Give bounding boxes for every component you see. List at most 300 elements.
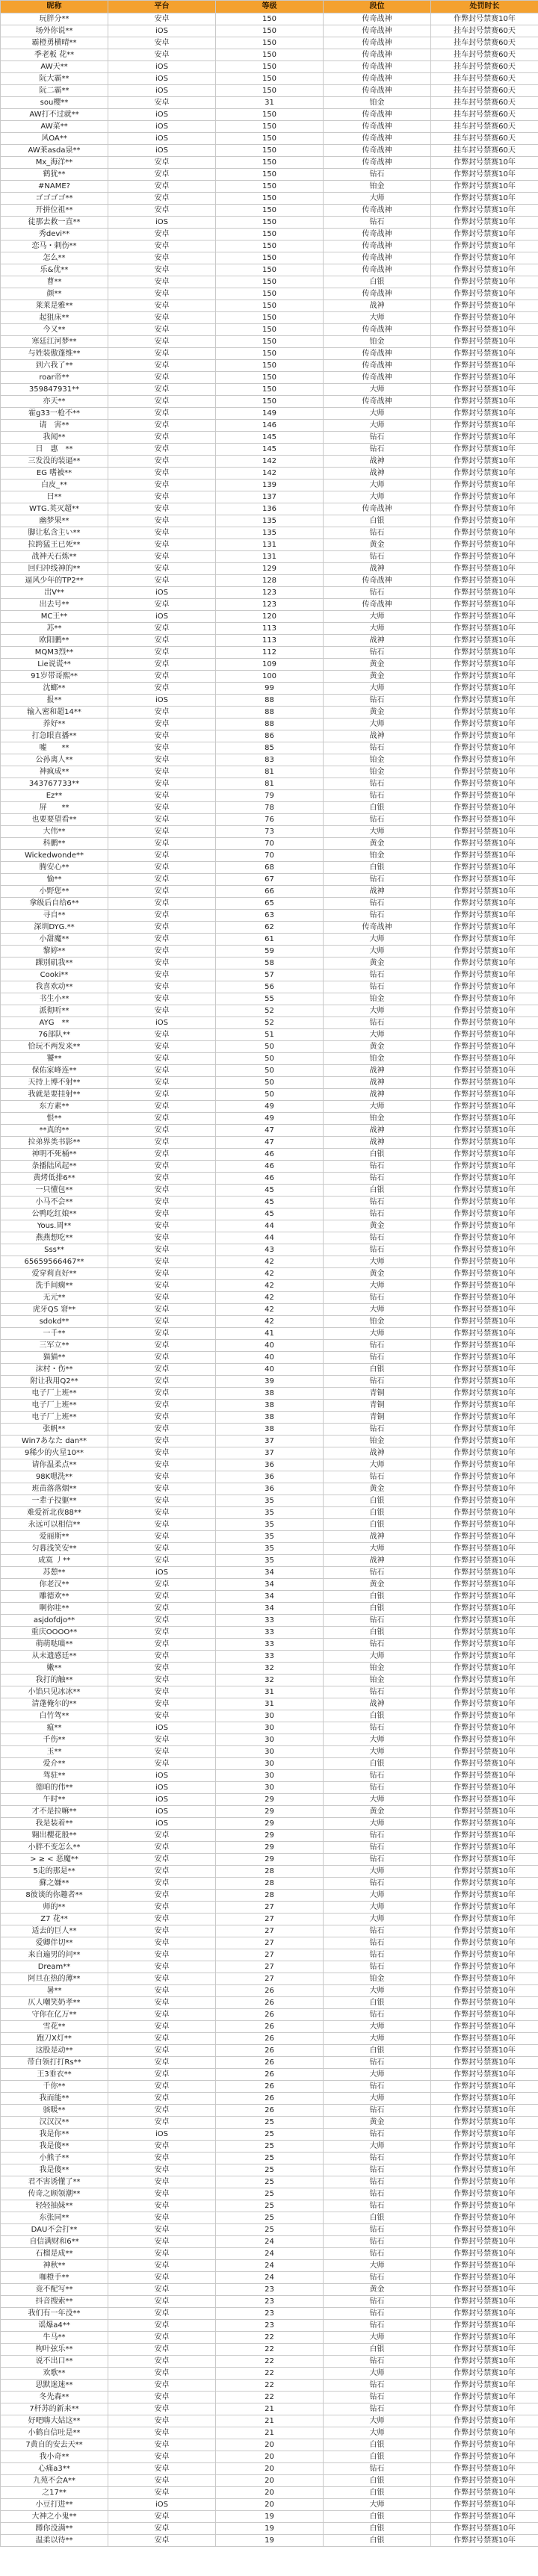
penalty-cell: 作弊封号禁赛10年 bbox=[431, 1208, 538, 1220]
table-row bbox=[1, 1220, 538, 1232]
nickname-cell: 76部队** bbox=[1, 1029, 108, 1041]
nickname-cell: 我是傻** bbox=[1, 2164, 108, 2176]
level-cell: 129 bbox=[216, 563, 324, 575]
level-cell: 123 bbox=[216, 599, 324, 611]
penalty-cell: 作弊封号禁赛10年 bbox=[431, 981, 538, 993]
platform-cell: 安卓 bbox=[108, 1388, 216, 1400]
table-row bbox=[1, 1675, 538, 1686]
penalty-cell: 作弊封号禁赛10年 bbox=[431, 1997, 538, 2009]
table-row bbox=[1, 695, 538, 707]
platform-cell: 安卓 bbox=[108, 2105, 216, 2117]
penalty-cell: 作弊封号禁赛10年 bbox=[431, 719, 538, 730]
table-row bbox=[1, 1089, 538, 1101]
platform-cell: 安卓 bbox=[108, 1232, 216, 1244]
penalty-cell: 作弊封号禁赛10年 bbox=[431, 1531, 538, 1543]
platform-cell: 安卓 bbox=[108, 1985, 216, 1997]
rank-cell: 传奇战神 bbox=[324, 575, 431, 587]
table-row bbox=[1, 2499, 538, 2511]
nickname-cell: 难爱祈北夜88** bbox=[1, 1507, 108, 1519]
platform-cell: 安卓 bbox=[108, 312, 216, 324]
nickname-cell: 曰** bbox=[1, 491, 108, 503]
table-row bbox=[1, 922, 538, 934]
level-cell: 27 bbox=[216, 1925, 324, 1937]
level-cell: 30 bbox=[216, 1710, 324, 1722]
rank-cell: 钻石 bbox=[324, 1878, 431, 1890]
penalty-cell: 作弊封号禁赛10年 bbox=[431, 551, 538, 563]
table-row bbox=[1, 25, 538, 37]
rank-cell: 传奇战神 bbox=[324, 85, 431, 97]
platform-cell: 安卓 bbox=[108, 1364, 216, 1376]
penalty-cell: 作弊封号禁赛10年 bbox=[431, 1878, 538, 1890]
table-row bbox=[1, 109, 538, 121]
nickname-cell: Dream** bbox=[1, 1961, 108, 1973]
nickname-cell: AW莱asda泉** bbox=[1, 145, 108, 157]
penalty-cell: 作弊封号禁赛10年 bbox=[431, 1686, 538, 1698]
platform-cell: iOS bbox=[108, 1017, 216, 1029]
nickname-cell: 小馅只见冰冰** bbox=[1, 1686, 108, 1698]
rank-cell: 钻石 bbox=[324, 695, 431, 707]
table-row bbox=[1, 2188, 538, 2200]
nickname-cell: 清蓬俺尔的** bbox=[1, 1698, 108, 1710]
table-row bbox=[1, 1555, 538, 1567]
nickname-cell: 九苑不会A** bbox=[1, 2475, 108, 2487]
nickname-cell: 来自遍男的问** bbox=[1, 1949, 108, 1961]
level-cell: 31 bbox=[216, 97, 324, 109]
rank-cell: 战神 bbox=[324, 1065, 431, 1077]
level-cell: 50 bbox=[216, 1089, 324, 1101]
platform-cell: 安卓 bbox=[108, 1531, 216, 1543]
level-cell: 43 bbox=[216, 1244, 324, 1256]
level-cell: 28 bbox=[216, 1890, 324, 1902]
level-cell: 88 bbox=[216, 719, 324, 730]
nickname-cell: 与姓装傲蓬维** bbox=[1, 348, 108, 360]
platform-cell: 安卓 bbox=[108, 1185, 216, 1197]
header-nickname: 昵称 bbox=[1, 1, 108, 13]
table-row bbox=[1, 2200, 538, 2212]
penalty-cell: 作弊封号禁赛10年 bbox=[431, 229, 538, 240]
platform-cell: 安卓 bbox=[108, 324, 216, 336]
nickname-cell: 输入密和超14** bbox=[1, 707, 108, 719]
rank-cell: 白银 bbox=[324, 1997, 431, 2009]
platform-cell: 安卓 bbox=[108, 2344, 216, 2356]
platform-cell: 安卓 bbox=[108, 2093, 216, 2105]
level-cell: 30 bbox=[216, 1722, 324, 1734]
platform-cell: 安卓 bbox=[108, 1244, 216, 1256]
rank-cell: 战神 bbox=[324, 1698, 431, 1710]
level-cell: 36 bbox=[216, 1459, 324, 1471]
penalty-cell: 作弊封号禁赛10年 bbox=[431, 1125, 538, 1137]
level-cell: 24 bbox=[216, 2260, 324, 2272]
nickname-cell: 寻自** bbox=[1, 910, 108, 922]
rank-cell: 钻石 bbox=[324, 1017, 431, 1029]
nickname-cell: 一千** bbox=[1, 1328, 108, 1340]
rank-cell: 钻石 bbox=[324, 2164, 431, 2176]
level-cell: 150 bbox=[216, 264, 324, 276]
table-row bbox=[1, 981, 538, 993]
level-cell: 45 bbox=[216, 1208, 324, 1220]
penalty-cell: 作弊封号禁赛10年 bbox=[431, 1483, 538, 1495]
nickname-cell: 沈螂** bbox=[1, 683, 108, 695]
rank-cell: 黄金 bbox=[324, 1806, 431, 1818]
nickname-cell: 爱卿伴切** bbox=[1, 1937, 108, 1949]
rank-cell: 白银 bbox=[324, 2511, 431, 2523]
platform-cell: 安卓 bbox=[108, 1961, 216, 1973]
table-row bbox=[1, 2427, 538, 2439]
level-cell: 28 bbox=[216, 1866, 324, 1878]
nickname-cell: 小马不会** bbox=[1, 1197, 108, 1208]
penalty-cell: 作弊封号禁赛10年 bbox=[431, 1173, 538, 1185]
platform-cell: 安卓 bbox=[108, 1208, 216, 1220]
table-row bbox=[1, 2045, 538, 2057]
rank-cell: 传奇战神 bbox=[324, 240, 431, 252]
platform-cell: 安卓 bbox=[108, 2248, 216, 2260]
level-cell: 32 bbox=[216, 1675, 324, 1686]
platform-cell: 安卓 bbox=[108, 563, 216, 575]
rank-cell: 黄金 bbox=[324, 958, 431, 969]
level-cell: 20 bbox=[216, 2463, 324, 2475]
level-cell: 23 bbox=[216, 2308, 324, 2320]
platform-cell: 安卓 bbox=[108, 300, 216, 312]
nickname-cell: 脚让私含主い** bbox=[1, 527, 108, 539]
platform-cell: 安卓 bbox=[108, 1292, 216, 1304]
rank-cell: 战神 bbox=[324, 300, 431, 312]
rank-cell: 白银 bbox=[324, 2212, 431, 2224]
penalty-cell: 作弊封号禁赛10年 bbox=[431, 766, 538, 778]
table-row bbox=[1, 623, 538, 635]
nickname-cell: DAU不会打** bbox=[1, 2224, 108, 2236]
penalty-cell: 作弊封号禁赛10年 bbox=[431, 1949, 538, 1961]
nickname-cell: 爱介** bbox=[1, 1758, 108, 1770]
level-cell: 30 bbox=[216, 1782, 324, 1794]
platform-cell: 安卓 bbox=[108, 1412, 216, 1424]
nickname-cell: 沫村・伤** bbox=[1, 1364, 108, 1376]
nickname-cell: 冬先森** bbox=[1, 2392, 108, 2403]
table-row bbox=[1, 1866, 538, 1878]
table-row bbox=[1, 946, 538, 958]
platform-cell: 安卓 bbox=[108, 958, 216, 969]
table-row bbox=[1, 145, 538, 157]
rank-cell: 铂金 bbox=[324, 1973, 431, 1985]
platform-cell: 安卓 bbox=[108, 1077, 216, 1089]
nickname-cell: 小野您** bbox=[1, 886, 108, 898]
table-row bbox=[1, 551, 538, 563]
level-cell: 22 bbox=[216, 2344, 324, 2356]
platform-cell: 安卓 bbox=[108, 1949, 216, 1961]
platform-cell: 安卓 bbox=[108, 1842, 216, 1854]
nickname-cell: MQM3烈** bbox=[1, 647, 108, 659]
nickname-cell: 驾驻** bbox=[1, 1770, 108, 1782]
table-row bbox=[1, 1364, 538, 1376]
level-cell: 24 bbox=[216, 2248, 324, 2260]
table-row bbox=[1, 2344, 538, 2356]
table-row bbox=[1, 1615, 538, 1627]
penalty-cell: 作弊封号禁赛10年 bbox=[431, 946, 538, 958]
platform-cell: 安卓 bbox=[108, 2296, 216, 2308]
penalty-cell: 作弊封号禁赛10年 bbox=[431, 1161, 538, 1173]
penalty-cell: 作弊封号禁赛10年 bbox=[431, 599, 538, 611]
table-row bbox=[1, 742, 538, 754]
table-row bbox=[1, 1400, 538, 1412]
rank-cell: 钻石 bbox=[324, 2296, 431, 2308]
nickname-cell: 好吧嗨大姑这** bbox=[1, 2415, 108, 2427]
penalty-cell: 作弊封号禁赛10年 bbox=[431, 479, 538, 491]
rank-cell: 钻石 bbox=[324, 2081, 431, 2093]
nickname-cell: 嫩** bbox=[1, 1663, 108, 1675]
platform-cell: 安卓 bbox=[108, 1137, 216, 1149]
level-cell: 19 bbox=[216, 2511, 324, 2523]
penalty-cell: 作弊封号禁赛10年 bbox=[431, 1866, 538, 1878]
rank-cell: 钻石 bbox=[324, 814, 431, 826]
table-row bbox=[1, 826, 538, 838]
table-row bbox=[1, 2535, 538, 2547]
penalty-cell: 作弊封号禁赛10年 bbox=[431, 384, 538, 396]
rank-cell: 大师 bbox=[324, 1328, 431, 1340]
rank-cell: 白银 bbox=[324, 2487, 431, 2499]
rank-cell: 钻石 bbox=[324, 2380, 431, 2392]
rank-cell: 大师 bbox=[324, 1985, 431, 1997]
rank-cell: 白银 bbox=[324, 1519, 431, 1531]
nickname-cell: 午时** bbox=[1, 1794, 108, 1806]
level-cell: 145 bbox=[216, 444, 324, 456]
rank-cell: 钻石 bbox=[324, 1197, 431, 1208]
level-cell: 150 bbox=[216, 73, 324, 85]
level-cell: 21 bbox=[216, 2415, 324, 2427]
penalty-cell: 作弊封号禁赛10年 bbox=[431, 1734, 538, 1746]
table-row bbox=[1, 1244, 538, 1256]
penalty-cell: 作弊封号禁赛10年 bbox=[431, 802, 538, 814]
rank-cell: 大师 bbox=[324, 312, 431, 324]
rank-cell: 白银 bbox=[324, 1495, 431, 1507]
platform-cell: 安卓 bbox=[108, 2284, 216, 2296]
penalty-cell: 作弊封号禁赛10年 bbox=[431, 252, 538, 264]
platform-cell: iOS bbox=[108, 1782, 216, 1794]
penalty-cell: 作弊封号禁赛10年 bbox=[431, 659, 538, 671]
table-row bbox=[1, 2415, 538, 2427]
table-row bbox=[1, 2164, 538, 2176]
level-cell: 150 bbox=[216, 276, 324, 288]
table-row bbox=[1, 1328, 538, 1340]
table-row bbox=[1, 1292, 538, 1304]
penalty-cell: 作弊封号禁赛10年 bbox=[431, 2368, 538, 2380]
platform-cell: 安卓 bbox=[108, 539, 216, 551]
nickname-cell: Win7あなた dan** bbox=[1, 1436, 108, 1447]
platform-cell: 安卓 bbox=[108, 432, 216, 444]
penalty-cell: 作弊封号禁赛10年 bbox=[431, 1340, 538, 1352]
penalty-cell: 作弊封号禁赛10年 bbox=[431, 1017, 538, 1029]
nickname-cell: 鹤犹** bbox=[1, 169, 108, 181]
rank-cell: 大师 bbox=[324, 1746, 431, 1758]
rank-cell: 战神 bbox=[324, 1137, 431, 1149]
level-cell: 40 bbox=[216, 1364, 324, 1376]
table-row bbox=[1, 1256, 538, 1268]
penalty-cell: 作弊封号禁赛10年 bbox=[431, 2356, 538, 2368]
penalty-cell: 作弊封号禁赛10年 bbox=[431, 2296, 538, 2308]
header-penalty: 处罚时长 bbox=[431, 1, 538, 13]
penalty-cell: 作弊封号禁赛10年 bbox=[431, 1436, 538, 1447]
penalty-cell: 作弊封号禁赛10年 bbox=[431, 1328, 538, 1340]
nickname-cell: 思默迷迷** bbox=[1, 2380, 108, 2392]
level-cell: 27 bbox=[216, 1914, 324, 1925]
platform-cell: 安卓 bbox=[108, 97, 216, 109]
rank-cell: 钻石 bbox=[324, 1949, 431, 1961]
rank-cell: 钻石 bbox=[324, 432, 431, 444]
rank-cell: 铂金 bbox=[324, 993, 431, 1005]
penalty-cell: 作弊封号禁赛10年 bbox=[431, 2392, 538, 2403]
nickname-cell: 科鹏** bbox=[1, 838, 108, 850]
rank-cell: 钻石 bbox=[324, 1232, 431, 1244]
nickname-cell: 黄烤低排6** bbox=[1, 1173, 108, 1185]
nickname-cell: 拉跨猛王已死** bbox=[1, 539, 108, 551]
penalty-cell: 作弊封号禁赛10年 bbox=[431, 1268, 538, 1280]
platform-cell: iOS bbox=[108, 1818, 216, 1830]
nickname-cell: 65659566467** bbox=[1, 1256, 108, 1268]
platform-cell: 安卓 bbox=[108, 1698, 216, 1710]
nickname-cell: Mx_海洋** bbox=[1, 157, 108, 169]
level-cell: 150 bbox=[216, 61, 324, 73]
table-row bbox=[1, 1137, 538, 1149]
nickname-cell: 蹲你没满** bbox=[1, 2523, 108, 2535]
penalty-cell: 作弊封号禁赛10年 bbox=[431, 1555, 538, 1567]
table-row bbox=[1, 2009, 538, 2021]
rank-cell: 战神 bbox=[324, 1089, 431, 1101]
rank-cell: 白银 bbox=[324, 2523, 431, 2535]
rank-cell: 铂金 bbox=[324, 754, 431, 766]
table-row bbox=[1, 958, 538, 969]
rank-cell: 钻石 bbox=[324, 2200, 431, 2212]
table-row bbox=[1, 1197, 538, 1208]
penalty-cell: 作弊封号禁赛10年 bbox=[431, 1854, 538, 1866]
penalty-cell: 作弊封号禁赛10年 bbox=[431, 1089, 538, 1101]
platform-cell: 安卓 bbox=[108, 2033, 216, 2045]
rank-cell: 大师 bbox=[324, 1794, 431, 1806]
penalty-cell: 作弊封号禁赛10年 bbox=[431, 2248, 538, 2260]
platform-cell: 安卓 bbox=[108, 1615, 216, 1627]
penalty-cell: 作弊封号禁赛10年 bbox=[431, 2105, 538, 2117]
table-row bbox=[1, 1806, 538, 1818]
penalty-cell: 作弊封号禁赛10年 bbox=[431, 1197, 538, 1208]
rank-cell: 钻石 bbox=[324, 2153, 431, 2164]
platform-cell: 安卓 bbox=[108, 2260, 216, 2272]
table-row bbox=[1, 1519, 538, 1531]
level-cell: 65 bbox=[216, 898, 324, 910]
rank-cell: 白银 bbox=[324, 1627, 431, 1639]
nickname-cell: 恰玩不两发来** bbox=[1, 1041, 108, 1053]
level-cell: 59 bbox=[216, 946, 324, 958]
rank-cell: 钻石 bbox=[324, 1244, 431, 1256]
penalty-cell: 作弊封号禁赛10年 bbox=[431, 1675, 538, 1686]
level-cell: 45 bbox=[216, 1197, 324, 1208]
nickname-cell: 359847931** bbox=[1, 384, 108, 396]
penalty-cell: 作弊封号禁赛10年 bbox=[431, 205, 538, 217]
penalty-cell: 作弊封号禁赛10年 bbox=[431, 312, 538, 324]
level-cell: 25 bbox=[216, 2224, 324, 2236]
penalty-cell: 作弊封号禁赛10年 bbox=[431, 1471, 538, 1483]
level-cell: 42 bbox=[216, 1280, 324, 1292]
platform-cell: 安卓 bbox=[108, 288, 216, 300]
table-row bbox=[1, 408, 538, 420]
level-cell: 150 bbox=[216, 240, 324, 252]
table-row bbox=[1, 850, 538, 862]
nickname-cell: 7黄自的安去天** bbox=[1, 2439, 108, 2451]
nickname-cell: 小鹤自信吐是** bbox=[1, 2427, 108, 2439]
level-cell: 23 bbox=[216, 2296, 324, 2308]
penalty-cell: 挂车封号禁赛60天 bbox=[431, 145, 538, 157]
nickname-cell: 猫猫** bbox=[1, 1352, 108, 1364]
level-cell: 150 bbox=[216, 324, 324, 336]
table-row bbox=[1, 993, 538, 1005]
nickname-cell: 玉** bbox=[1, 1746, 108, 1758]
nickname-cell: **真的** bbox=[1, 1125, 108, 1137]
nickname-cell: 报** bbox=[1, 695, 108, 707]
level-cell: 81 bbox=[216, 778, 324, 790]
platform-cell: 安卓 bbox=[108, 1507, 216, 1519]
nickname-cell: 怎么** bbox=[1, 252, 108, 264]
nickname-cell: 重庆OOOO** bbox=[1, 1627, 108, 1639]
nickname-cell: 今又** bbox=[1, 324, 108, 336]
rank-cell: 大师 bbox=[324, 683, 431, 695]
platform-cell: 安卓 bbox=[108, 181, 216, 193]
table-row bbox=[1, 1268, 538, 1280]
penalty-cell: 挂车封号禁赛60天 bbox=[431, 109, 538, 121]
level-cell: 22 bbox=[216, 2392, 324, 2403]
rank-cell: 大师 bbox=[324, 1543, 431, 1555]
level-cell: 136 bbox=[216, 503, 324, 515]
platform-cell: 安卓 bbox=[108, 802, 216, 814]
penalty-cell: 作弊封号禁赛10年 bbox=[431, 1914, 538, 1925]
table-row bbox=[1, 1770, 538, 1782]
level-cell: 34 bbox=[216, 1591, 324, 1603]
penalty-cell: 作弊封号禁赛10年 bbox=[431, 1495, 538, 1507]
platform-cell: 安卓 bbox=[108, 372, 216, 384]
nickname-cell: asjdofdjo** bbox=[1, 1615, 108, 1627]
table-row bbox=[1, 515, 538, 527]
level-cell: 57 bbox=[216, 969, 324, 981]
nickname-cell: 虎牙QS 窘** bbox=[1, 1304, 108, 1316]
rank-cell: 钻石 bbox=[324, 1615, 431, 1627]
platform-cell: 安卓 bbox=[108, 1471, 216, 1483]
penalty-cell: 作弊封号禁赛10年 bbox=[431, 2427, 538, 2439]
level-cell: 28 bbox=[216, 1878, 324, 1890]
table-row bbox=[1, 969, 538, 981]
rank-cell: 青铜 bbox=[324, 1400, 431, 1412]
nickname-cell: 骇暖** bbox=[1, 2105, 108, 2117]
table-row bbox=[1, 766, 538, 778]
table-row bbox=[1, 1436, 538, 1447]
table-row bbox=[1, 1053, 538, 1065]
table-row bbox=[1, 37, 538, 49]
level-cell: 45 bbox=[216, 1185, 324, 1197]
level-cell: 24 bbox=[216, 2272, 324, 2284]
penalty-cell: 作弊封号禁赛10年 bbox=[431, 1890, 538, 1902]
platform-cell: 安卓 bbox=[108, 993, 216, 1005]
platform-cell: 安卓 bbox=[108, 1878, 216, 1890]
rank-cell: 传奇战神 bbox=[324, 324, 431, 336]
rank-cell: 钻石 bbox=[324, 1208, 431, 1220]
penalty-cell: 作弊封号禁赛10年 bbox=[431, 1818, 538, 1830]
rank-cell: 白银 bbox=[324, 802, 431, 814]
rank-cell: 传奇战神 bbox=[324, 288, 431, 300]
platform-cell: 安卓 bbox=[108, 1125, 216, 1137]
rank-cell: 白银 bbox=[324, 1149, 431, 1161]
level-cell: 20 bbox=[216, 2487, 324, 2499]
platform-cell: iOS bbox=[108, 109, 216, 121]
nickname-cell: 拿级后自给6** bbox=[1, 898, 108, 910]
table-row bbox=[1, 2212, 538, 2224]
nickname-cell: 爱丽斯** bbox=[1, 1531, 108, 1543]
nickname-cell: 公鸭吃红娘** bbox=[1, 1208, 108, 1220]
rank-cell: 白银 bbox=[324, 1710, 431, 1722]
level-cell: 37 bbox=[216, 1436, 324, 1447]
